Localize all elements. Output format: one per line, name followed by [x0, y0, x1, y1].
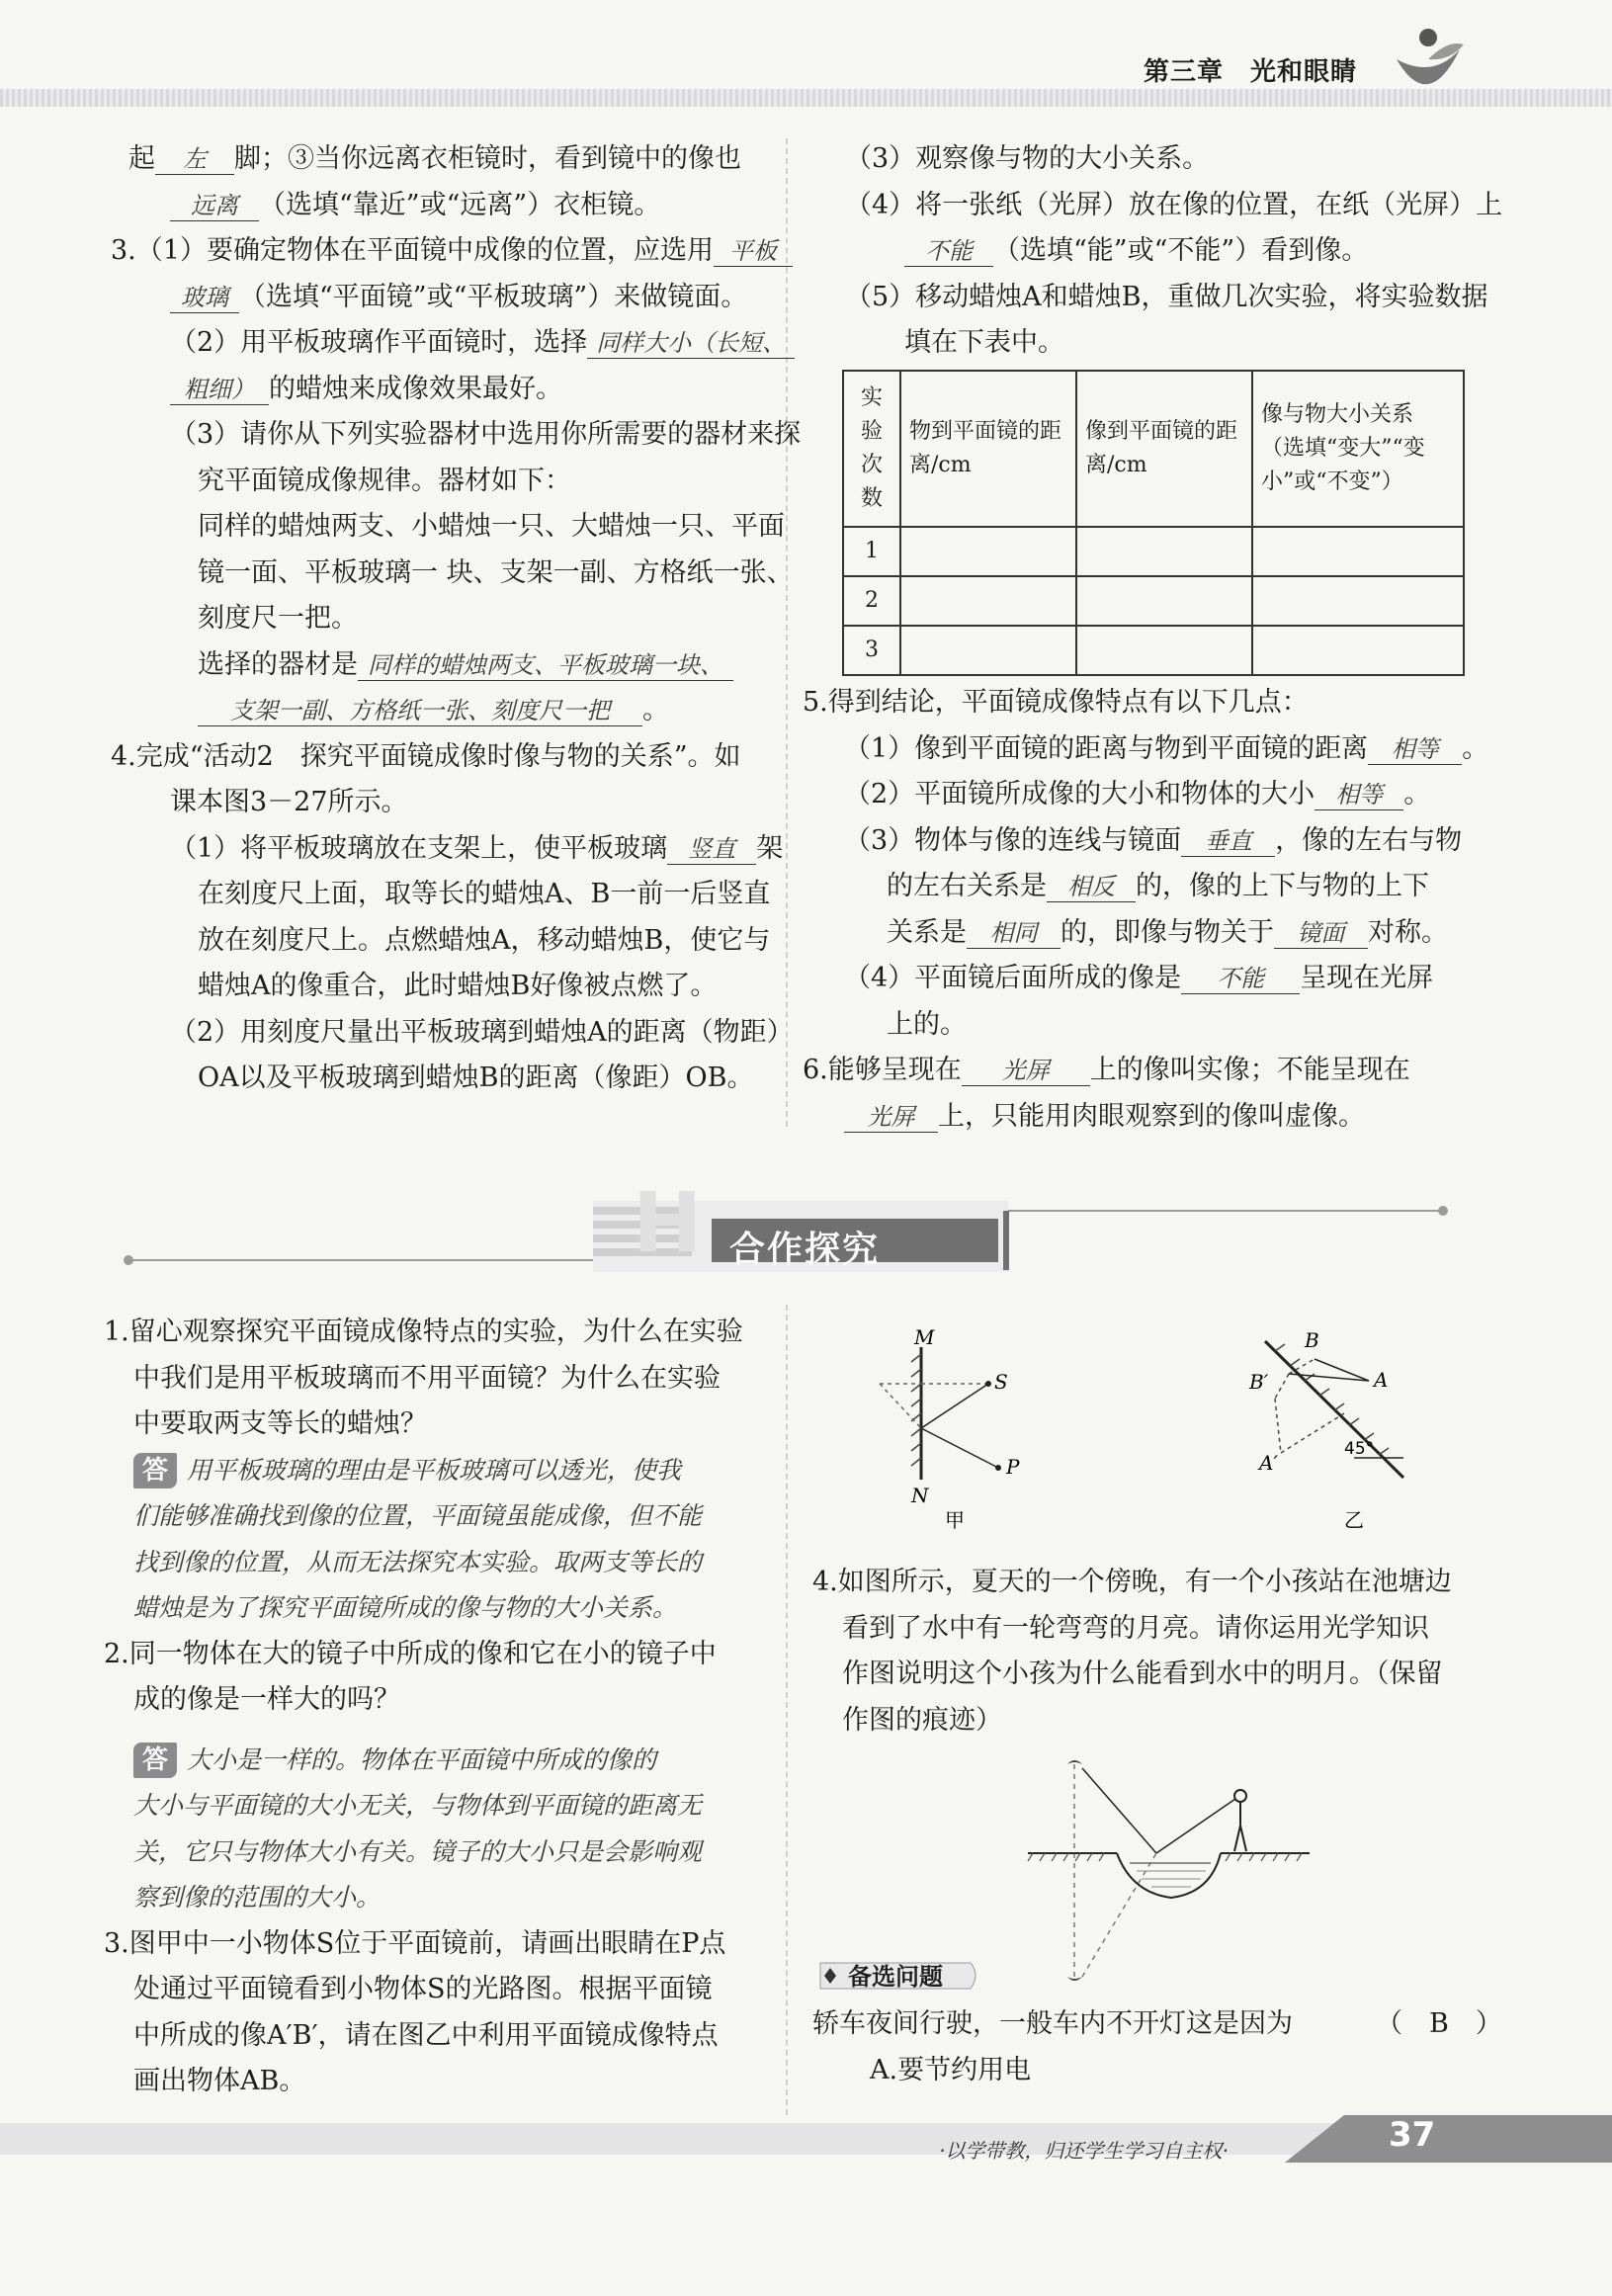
data-table — [842, 370, 1465, 676]
table-cell[interactable] — [900, 527, 1076, 576]
table-cell[interactable] — [1076, 576, 1252, 626]
label-N: N — [911, 1484, 929, 1507]
answer-blank: 相等 — [1315, 780, 1403, 810]
page-number: 37 — [1389, 2115, 1436, 2155]
logo-icon — [1389, 20, 1468, 99]
footer-motto: ·以学带教，归还学生学习自主权· — [939, 2139, 1229, 2163]
answer-blank: 相同 — [967, 918, 1061, 949]
answer-blank: 相反 — [1047, 872, 1136, 902]
answer-blank: 平板 — [714, 236, 793, 267]
answer-blank: 远离 — [170, 191, 259, 221]
chapter-title: 第三章 光和眼睛 — [1143, 57, 1357, 87]
left-bottom-column: 1.留心观察探究平面镜成像特点的实验，为什么在实验 中我们是用平板玻璃而不用平面镜？为什么在实验 中要取两支等长的蜡烛？ 答 用平板玻璃的理由是平板玻璃可以透光，使我 们能够准确找到像的位置，平面镜虽能成像，但不能 找到像的位置，从而无法探究本实验。取两支等长的 蜡烛是为了探究平面镜所成的像与物的大小关系。 2.同一物体在大的镜子中所成的像和它在小的镜子中 成的像是一样大的吗？ 答 大小是一样的。物体在平面镜中所成的像的 大小与平面镜的大小无关，与物体到平面镜的距离无 关，它只与物体大小有关。镜子的大小只是会影响观 察到像的范围的大小。 3.图甲中一小物体S位于平面镜前，请画出眼睛在P点 处通过平面镜看到小物体S的光路图。根据平面镜 中所成的像A′B′，请在图乙中利用平面镜成像特点 画出物体AB。 — [104, 1317, 743, 2096]
answer-blank: 光屏 — [962, 1056, 1090, 1086]
answer-blank: 相等 — [1368, 734, 1462, 765]
pond-diagram — [1023, 1754, 1319, 1992]
answer-blank: 竖直 — [667, 834, 756, 865]
answer-blank: 玻璃 — [170, 283, 239, 313]
right-bottom-column: 4.如图所示，夏天的一个傍晚，有一个小孩站在池塘边 看到了水中有一轮弯弯的月亮。请你运用光学知识 作图说明这个小孩为什么能看到水中的明月。（保留 作图的痕迹） — [812, 1567, 1452, 1736]
column-divider-bottom — [786, 1305, 788, 2115]
label-S: S — [994, 1370, 1008, 1394]
table-row: 1 — [843, 527, 1464, 576]
label-P: P — [1006, 1455, 1020, 1479]
footer-band — [0, 2115, 1612, 2165]
table-cell[interactable] — [1252, 626, 1464, 675]
answer-blank: 光屏 — [844, 1102, 938, 1133]
answer-blank: 同样大小（长短、 — [587, 328, 795, 359]
figure-yi — [1245, 1329, 1443, 1537]
table-cell[interactable] — [1252, 527, 1464, 576]
answer-bracket: （ B ） — [1376, 2008, 1502, 2039]
label-A-prime: A′ — [1259, 1451, 1278, 1475]
column-divider-top — [786, 138, 788, 1127]
answer-tag: 答 — [133, 1743, 177, 1778]
caption-jia: 甲 — [945, 1508, 965, 1532]
figure-jia — [860, 1329, 1058, 1537]
table-cell[interactable] — [900, 576, 1076, 626]
section-letter: H — [633, 1174, 703, 1271]
table-cell[interactable] — [1252, 576, 1464, 626]
table-row: 2 — [843, 576, 1464, 626]
answer-blank: 垂直 — [1181, 826, 1275, 857]
table-cell[interactable] — [1076, 527, 1252, 576]
answer-blank: 镜面 — [1274, 918, 1368, 949]
answer-blank: 不能 — [1181, 964, 1300, 994]
label-A: A — [1374, 1368, 1389, 1392]
table-row: 3 — [843, 626, 1464, 675]
left-top-column: 起 左 脚；③当你远离衣柜镜时，看到镜中的像也 远离 （选填“靠近”或“远离”）衣柜镜。 3.（1）要确定物体在平面镜中成像的位置，应选用 平板 玻璃 （选填“平面镜”或“平板玻璃”）来做镜面。 （2）用平板玻璃作平面镜时，选择 同样大小（长短、 粗细） 的蜡烛来成像效果最好。 （3）请你从下列实验器材中选用你所需要的器材来探 究平面镜成像规律。器材如下： 同样的蜡烛两支、小蜡烛一只、大蜡烛一只、平面 镜一面、平板玻璃一 块、支架一副、方格纸一张、 刻度尺一把。 选择的器材是 同样的蜡烛两支、平板玻璃一块、 支架一副、方格纸一张、刻度尺一把 。 4.完成“活动2 探究平面镜成像时像与物的关系”。如 课本图3－27所示。 （1）将平板玻璃放在支架上，使平板玻璃 竖直 架 在刻度尺上面，取等长的蜡烛A、B一前一后竖直 放在刻度尺上。点燃蜡烛A，移动蜡烛B，使它与 蜡烛A的像重合，此时蜡烛B好像被点燃了。 （2）用刻度尺量出平板玻璃到蜡烛A的距离（物距） OA以及平板玻璃到蜡烛B的距离（像距）OB。 — [111, 143, 802, 1093]
answer-blank: 不能 — [904, 236, 993, 267]
label-B: B — [1305, 1329, 1319, 1352]
table-header: 物到平面镜的距离/cm — [900, 371, 1076, 527]
answer-blank: 同样的蜡烛两支、平板玻璃一块、 — [358, 650, 733, 681]
caption-yi: 乙 — [1344, 1508, 1364, 1532]
right-conclusions: 5.得到结论，平面镜成像特点有以下几点： （1）像到平面镜的距离与物到平面镜的距离 相等 。 （2）平面镜所成像的大小和物体的大小 相等 。 （3）物体与像的连线与镜面 垂直 ，像的左右与物 的左右关系是 相反 的，像的上下与物的上下 关系是 相同 的，即像与物关于 镜面 对称。 （4）平面镜后面所成的像是 不能 呈现在光屏 上的。 6.能够呈现在 光屏 上的像叫实像；不能呈现在 光屏 上，只能用肉眼观察到的像叫虚像。 — [803, 687, 1489, 1132]
table-cell[interactable] — [900, 626, 1076, 675]
table-cell[interactable] — [1076, 626, 1252, 675]
answer-blank: 粗细） — [170, 375, 269, 405]
answer-blank: 左 — [155, 144, 234, 175]
backup-question: 轿车夜间行驶，一般车内不开灯这是因为 （ B ） A.要节约用电 — [812, 2001, 1485, 2093]
table-header: 实验次数 — [843, 371, 900, 527]
answer-blank: 支架一副、方格纸一张、刻度尺一把 — [198, 696, 642, 726]
label-M: M — [914, 1329, 935, 1349]
right-top-column: （3）观察像与物的大小关系。 （4）将一张纸（光屏）放在像的位置，在纸（光屏）上 不能 （选填“能”或“不能”）看到像。 （5）移动蜡烛A和蜡烛B，重做几次实验，将实验数据 填在下表中。 — [845, 143, 1503, 358]
table-header: 像与物大小关系（选填“变大”“变小”或“不变”） — [1252, 371, 1464, 527]
header-band — [0, 89, 1612, 107]
section-title: 合作探究 — [729, 1230, 881, 1270]
backup-title: 备选问题 — [848, 1963, 943, 1991]
answer-tag: 答 — [133, 1453, 177, 1488]
label-B-prime: B′ — [1249, 1370, 1269, 1394]
label-angle: 45° — [1344, 1439, 1375, 1459]
table-header: 像到平面镜的距离/cm — [1076, 371, 1252, 527]
